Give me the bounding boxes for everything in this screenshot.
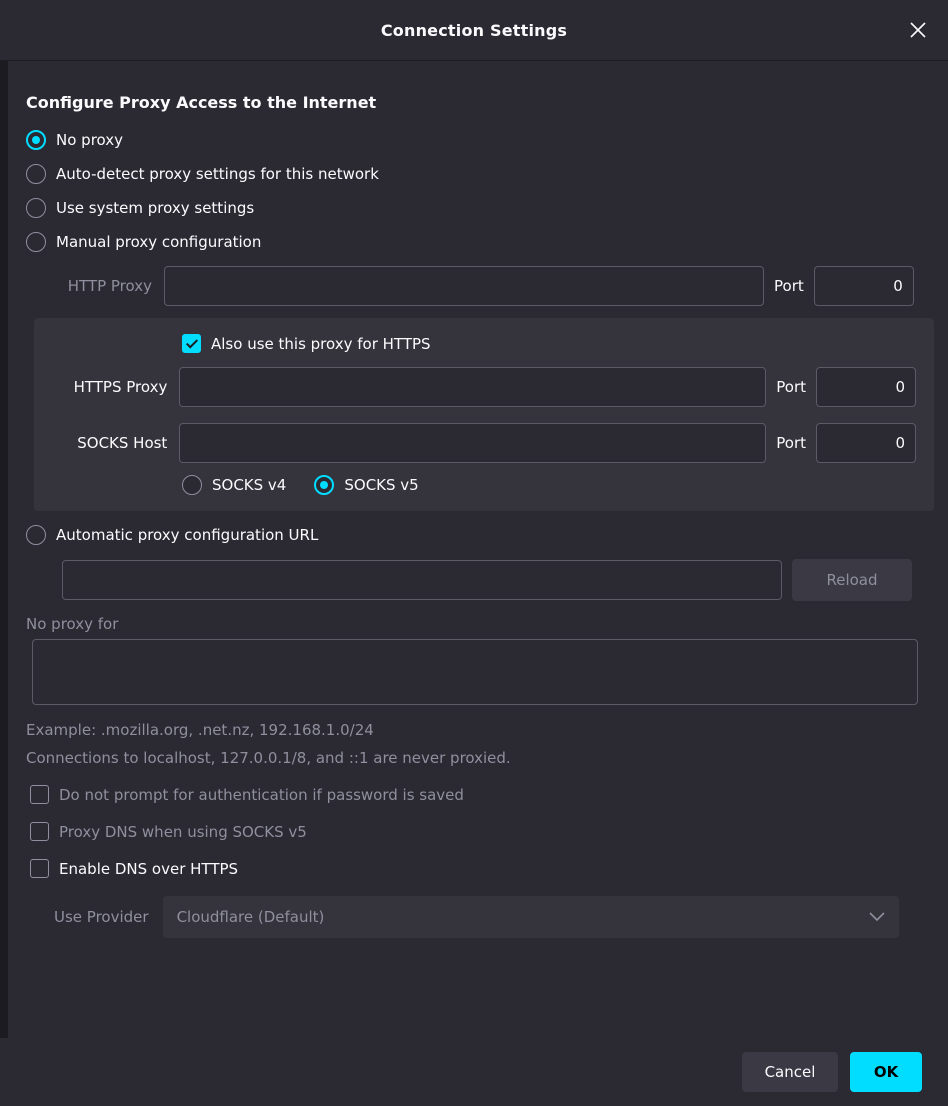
https-socks-panel bbox=[34, 318, 934, 511]
ok-button[interactable]: OK bbox=[850, 1052, 922, 1092]
https-proxy-label: HTTPS Proxy bbox=[73, 378, 168, 396]
provider-row bbox=[54, 896, 916, 938]
no-prompt-auth-checkbox[interactable] bbox=[30, 785, 49, 804]
no-prompt-auth-label: Do not prompt for authentication if password is saved bbox=[59, 785, 464, 804]
radio-label-manual-proxy: Manual proxy configuration bbox=[56, 233, 262, 251]
radio-indicator-socks-v4 bbox=[182, 475, 202, 495]
option-proxy-dns-socks5[interactable] bbox=[30, 822, 916, 841]
proxy-dns-socks5-label: Proxy DNS when using SOCKS v5 bbox=[59, 822, 307, 841]
section-heading: Configure Proxy Access to the Internet bbox=[26, 93, 377, 112]
https-proxy-input[interactable] bbox=[179, 367, 766, 407]
also-https-row[interactable] bbox=[182, 334, 916, 353]
provider-select[interactable] bbox=[163, 896, 899, 938]
enable-doh-label: Enable DNS over HTTPS bbox=[59, 859, 239, 878]
https-port-input[interactable] bbox=[816, 367, 916, 407]
https-port-label: Port bbox=[776, 378, 806, 396]
pac-url-input[interactable] bbox=[62, 560, 782, 600]
socks-port-label: Port bbox=[776, 434, 806, 452]
close-button[interactable] bbox=[898, 10, 938, 50]
enable-doh-checkbox[interactable] bbox=[30, 859, 49, 878]
http-port-label: Port bbox=[774, 277, 804, 295]
no-proxy-for-textarea[interactable] bbox=[32, 639, 918, 705]
radio-indicator-manual-proxy bbox=[26, 232, 46, 252]
dialog-content bbox=[0, 61, 948, 1106]
provider-selected-value: Cloudflare (Default) bbox=[176, 908, 325, 926]
no-proxy-example: Example: .mozilla.org, .net.nz, 192.168.1.0/24 bbox=[26, 721, 374, 739]
radio-indicator-no-proxy bbox=[26, 130, 46, 150]
radio-indicator-auto-detect bbox=[26, 164, 46, 184]
socks-version-group bbox=[182, 475, 916, 495]
radio-indicator-pac-url bbox=[26, 525, 46, 545]
option-no-prompt-auth[interactable] bbox=[30, 785, 916, 804]
option-enable-doh[interactable] bbox=[30, 859, 916, 878]
radio-system-proxy[interactable] bbox=[26, 198, 916, 218]
dialog-titlebar bbox=[0, 0, 948, 61]
pac-url-row bbox=[62, 559, 916, 601]
socks-host-row bbox=[52, 423, 916, 463]
radio-manual-proxy[interactable] bbox=[26, 232, 916, 252]
dialog-footer bbox=[0, 1038, 948, 1106]
provider-label: Use Provider bbox=[54, 908, 149, 926]
reload-button[interactable]: Reload bbox=[792, 559, 912, 601]
proxy-dns-socks5-checkbox[interactable] bbox=[30, 822, 49, 841]
http-port-input[interactable] bbox=[814, 266, 914, 306]
radio-auto-detect[interactable] bbox=[26, 164, 916, 184]
radio-label-socks-v5: SOCKS v5 bbox=[344, 476, 419, 494]
radio-socks-v5[interactable] bbox=[314, 475, 418, 495]
also-https-checkbox[interactable] bbox=[182, 334, 201, 353]
radio-pac-url[interactable] bbox=[26, 525, 916, 545]
close-icon bbox=[908, 20, 928, 40]
radio-indicator-system-proxy bbox=[26, 198, 46, 218]
also-https-label: Also use this proxy for HTTPS bbox=[211, 334, 431, 353]
socks-host-input[interactable] bbox=[179, 423, 766, 463]
https-proxy-row bbox=[52, 367, 916, 407]
http-proxy-input[interactable] bbox=[164, 266, 764, 306]
http-proxy-label: HTTP Proxy bbox=[67, 277, 152, 295]
radio-socks-v4[interactable] bbox=[182, 475, 286, 495]
socks-host-label: SOCKS Host bbox=[77, 434, 168, 452]
http-proxy-row bbox=[34, 266, 916, 306]
socks-port-input[interactable] bbox=[816, 423, 916, 463]
radio-label-system-proxy: Use system proxy settings bbox=[56, 199, 255, 217]
radio-no-proxy[interactable] bbox=[26, 130, 916, 150]
radio-label-pac-url: Automatic proxy configuration URL bbox=[56, 526, 319, 544]
radio-indicator-socks-v5 bbox=[314, 475, 334, 495]
page-title: Connection Settings bbox=[380, 20, 568, 40]
radio-label-auto-detect: Auto-detect proxy settings for this network bbox=[56, 165, 379, 183]
radio-label-no-proxy: No proxy bbox=[56, 131, 123, 149]
localhost-note: Connections to localhost, 127.0.0.1/8, and ::1 are never proxied. bbox=[26, 749, 511, 767]
chevron-down-icon bbox=[869, 908, 885, 926]
cancel-button[interactable]: Cancel bbox=[742, 1052, 838, 1092]
no-proxy-for-label: No proxy for bbox=[26, 615, 119, 633]
additional-options bbox=[26, 785, 916, 878]
radio-label-socks-v4: SOCKS v4 bbox=[212, 476, 287, 494]
